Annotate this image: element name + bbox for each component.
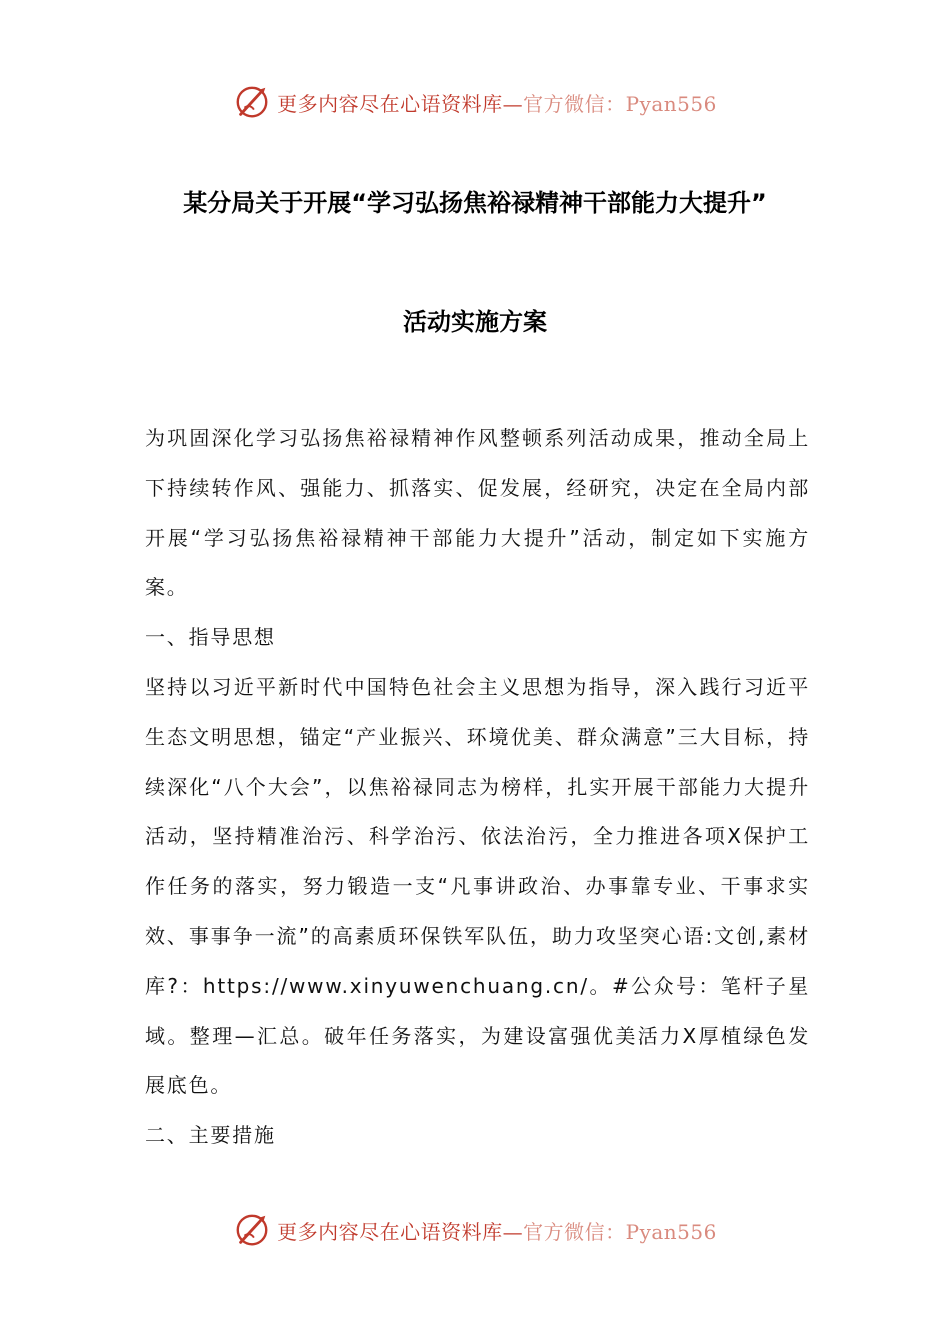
footer-banner: [0, 1208, 950, 1252]
banner-text: [277, 1216, 717, 1245]
guiding-ideology-paragraph: 坚持以习近平新时代中国特色社会主义思想为指导，深入践行习近平生态文明思想，锚定“产业振兴、环境优美、群众满意”三大目标，持续深化“八个大会”，以焦裕禄同志为榜样，扎实开展干部能力大提升活动，坚持精准治污、科学治污、依法治污，全力推进各项X保护工作任务的落实，努力锻造一支“凡事讲政治、办事靠专业、干事求实效、事事争一流”的高素质环保铁军队伍，助力攻坚突心语:文创,素材库?：https://www.xinyuwenchuang.cn/。#公众号：笔杆子星域。整理—汇总。破年任务落实，为建设富强优美活力X厚植绿色发展底色。: [145, 674, 810, 1098]
banner-wechat: 官方微信：Pyan556: [523, 1219, 717, 1244]
header-banner: [0, 80, 950, 124]
document-body: [145, 414, 810, 1161]
section-heading-guiding-ideology: 一、指导思想: [145, 625, 276, 650]
document-title-line-1: 某分局关于开展“学习弘扬焦裕禄精神干部能力大提升”: [183, 189, 767, 217]
banner-slogan: 更多内容尽在心语资料库—: [277, 91, 524, 116]
document-title-line-2: 活动实施方案: [403, 308, 547, 336]
pen-logo-icon: [233, 83, 271, 121]
intro-paragraph: 为巩固深化学习弘扬焦裕禄精神作风整顿系列活动成果，推动全局上下持续转作风、强能力、抓落实、促发展，经研究，决定在全局内部开展“学习弘扬焦裕禄精神干部能力大提升”活动，制定如下实施方案。: [145, 426, 810, 600]
pen-logo-icon: [233, 1211, 271, 1249]
banner-wechat: 官方微信：Pyan556: [523, 91, 717, 116]
banner-text: [277, 88, 717, 117]
section-heading-main-measures: 二、主要措施: [145, 1123, 276, 1148]
banner-slogan: 更多内容尽在心语资料库—: [277, 1219, 524, 1244]
